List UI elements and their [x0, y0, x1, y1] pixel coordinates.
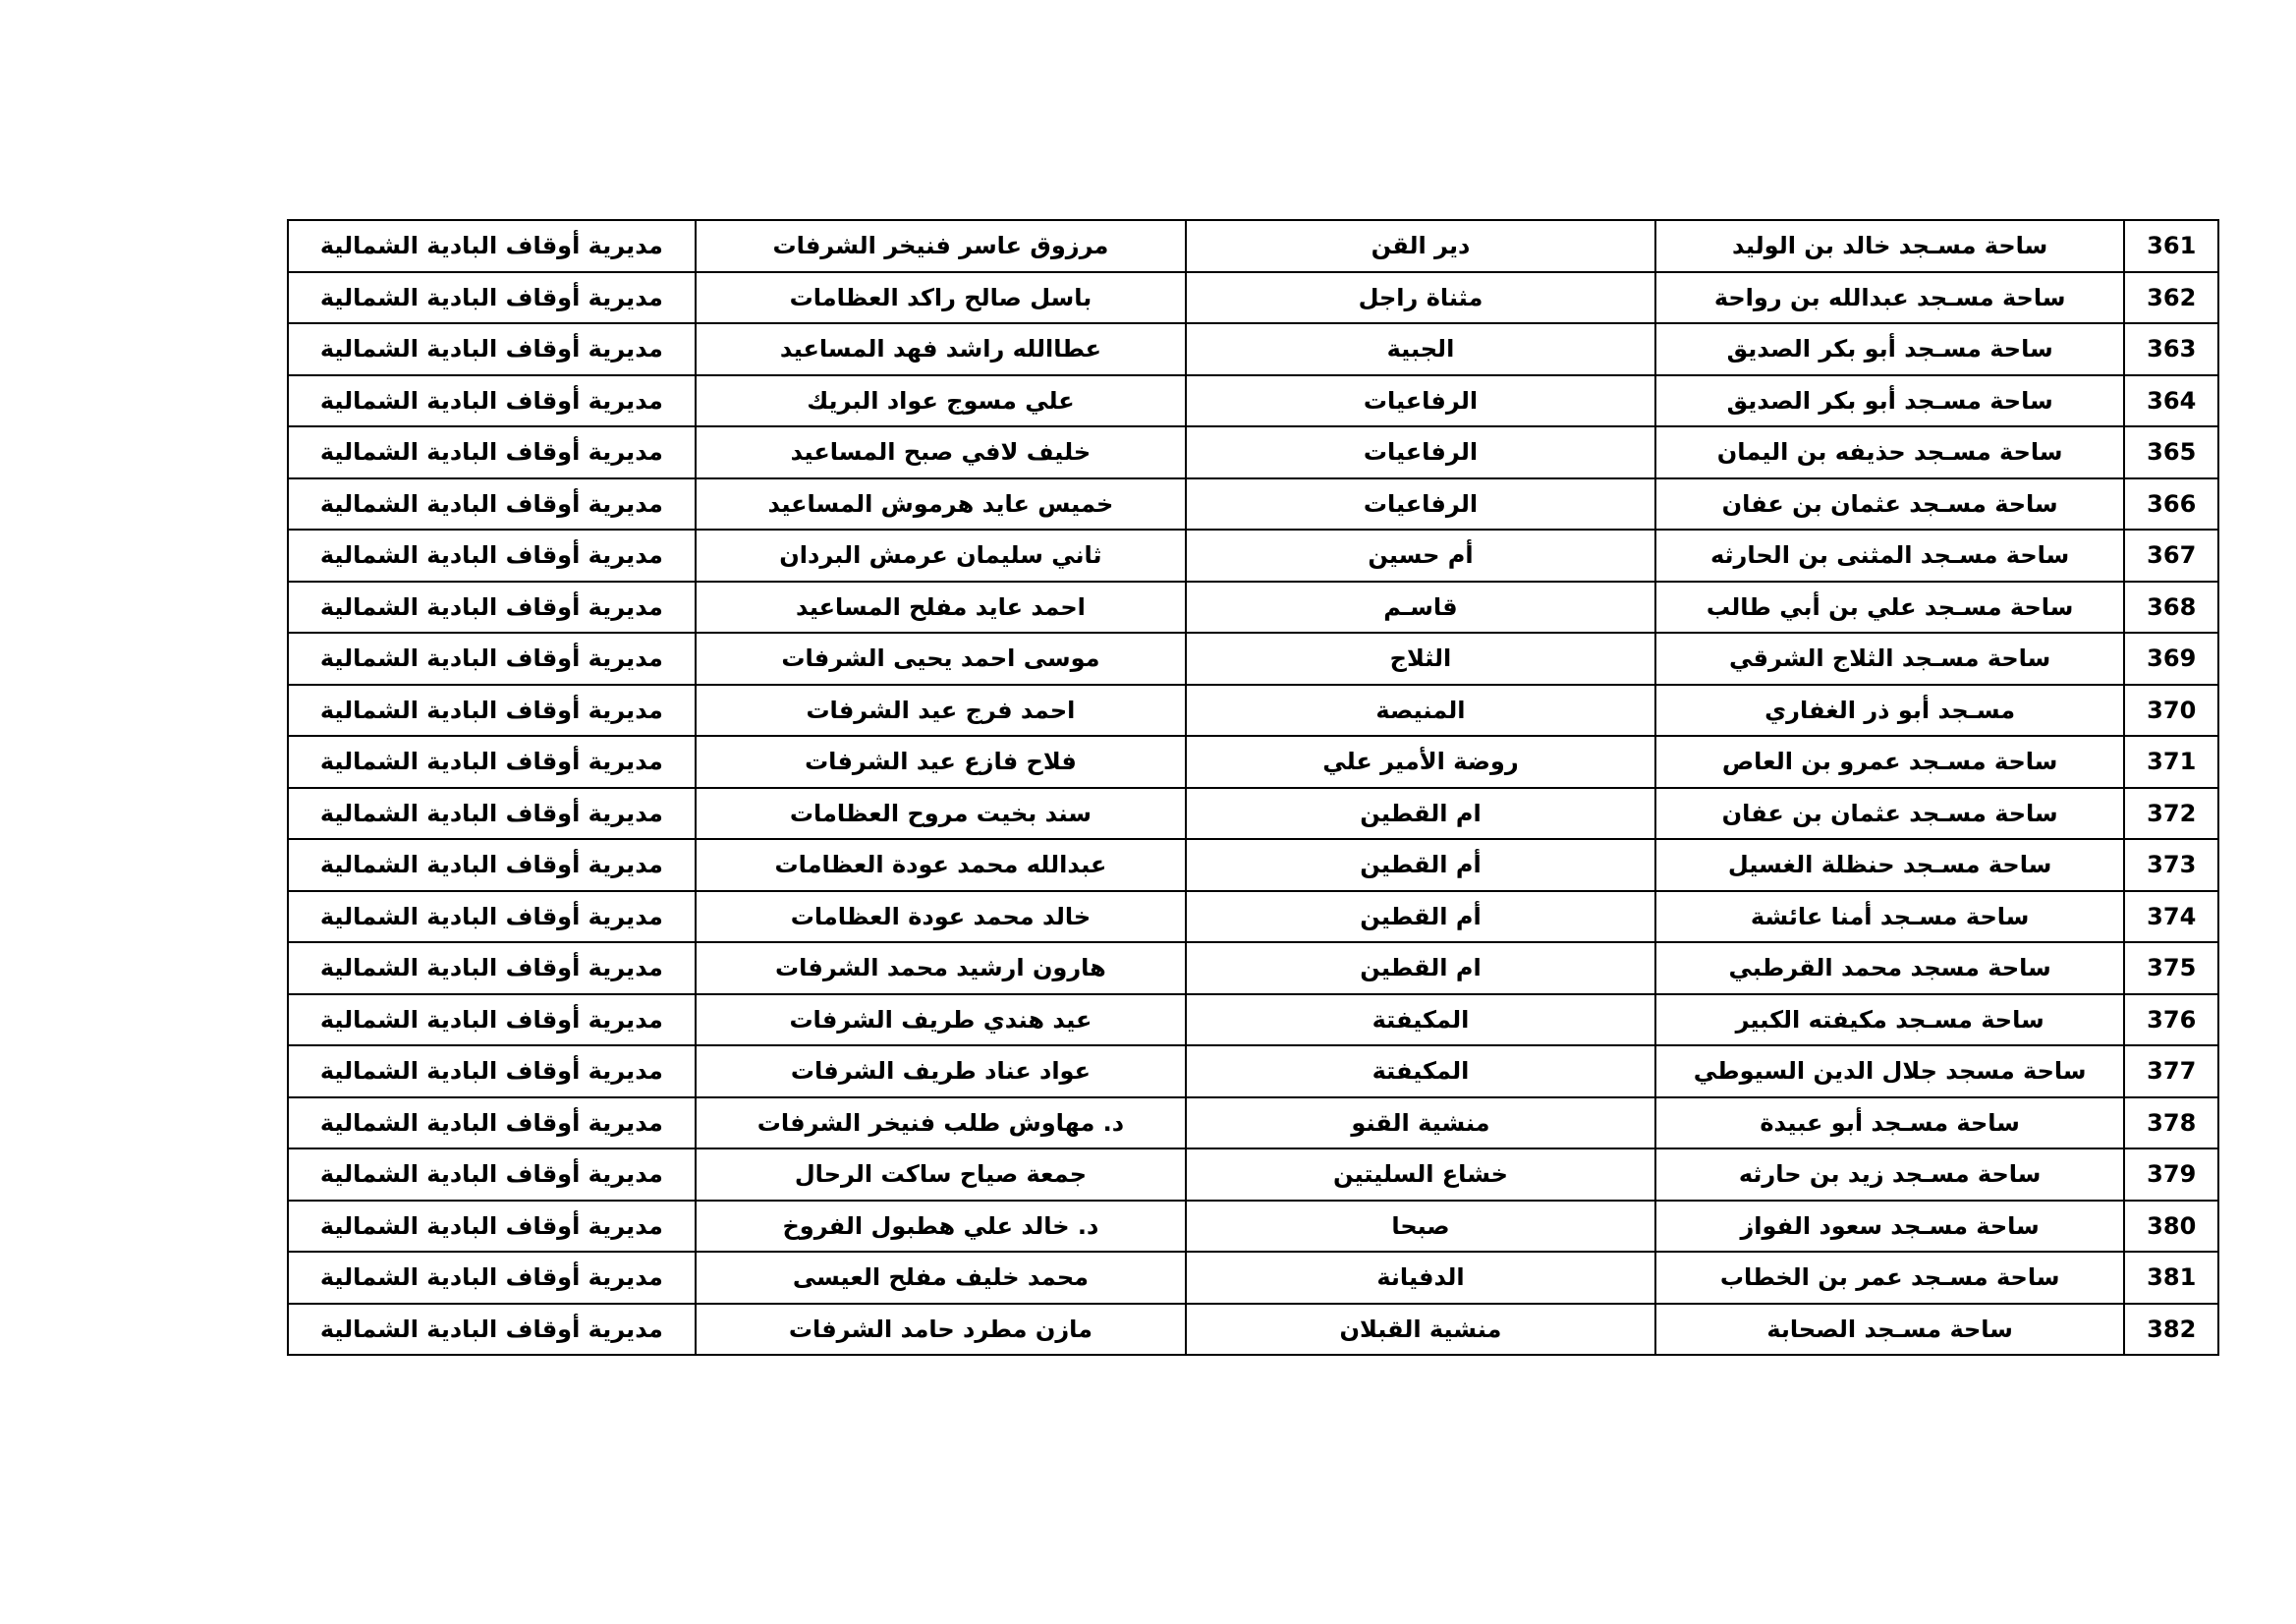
area-cell: ام القطين — [1186, 942, 1655, 994]
table-row — [288, 323, 2218, 375]
row-number-cell: 366 — [2124, 478, 2218, 531]
table-row — [288, 220, 2218, 272]
row-number-cell: 379 — [2124, 1148, 2218, 1201]
area-cell: مثناة راجل — [1186, 272, 1655, 324]
mosque-cell: ساحة مسـجد زيد بن حارثه — [1655, 1148, 2125, 1201]
table-row — [288, 272, 2218, 324]
mosque-cell: ساحة مسـجد أمنا عائشة — [1655, 891, 2125, 943]
person-name-cell: محمد خليف مفلح العيسى — [696, 1252, 1186, 1304]
area-cell: أم حسين — [1186, 530, 1655, 582]
records-table-body — [288, 220, 2218, 1355]
directorate-cell: مديرية أوقاف البادية الشمالية — [288, 478, 696, 531]
area-cell: قاسـم — [1186, 582, 1655, 634]
row-number-cell: 364 — [2124, 375, 2218, 427]
person-name-cell: علي مسوج عواد البريك — [696, 375, 1186, 427]
table-row — [288, 788, 2218, 840]
mosque-cell: ساحة مسـجد حذيفه بن اليمان — [1655, 426, 2125, 478]
mosque-cell: ساحة مسـجد أبو بكر الصديق — [1655, 375, 2125, 427]
mosque-cell: ساحة مسـجد حنظلة الغسيل — [1655, 839, 2125, 891]
directorate-cell: مديرية أوقاف البادية الشمالية — [288, 891, 696, 943]
row-number-cell: 380 — [2124, 1201, 2218, 1253]
mosque-cell: ساحة مسـجد أبو عبيدة — [1655, 1097, 2125, 1149]
row-number-cell: 378 — [2124, 1097, 2218, 1149]
row-number-cell: 363 — [2124, 323, 2218, 375]
mosque-cell: ساحة مسـجد سعود الفواز — [1655, 1201, 2125, 1253]
mosque-cell: ساحة مسـجد عثمان بن عفان — [1655, 788, 2125, 840]
person-name-cell: احمد عايد مفلح المساعيد — [696, 582, 1186, 634]
area-cell: دير القن — [1186, 220, 1655, 272]
directorate-cell: مديرية أوقاف البادية الشمالية — [288, 788, 696, 840]
mosque-cell: ساحة مسـجد المثنى بن الحارثه — [1655, 530, 2125, 582]
directorate-cell: مديرية أوقاف البادية الشمالية — [288, 272, 696, 324]
directorate-cell: مديرية أوقاف البادية الشمالية — [288, 530, 696, 582]
area-cell: خشاع السليتين — [1186, 1148, 1655, 1201]
directorate-cell: مديرية أوقاف البادية الشمالية — [288, 220, 696, 272]
person-name-cell: د. خالد علي هطبول الفروخ — [696, 1201, 1186, 1253]
person-name-cell: خميس عايد هرموش المساعيد — [696, 478, 1186, 531]
directorate-cell: مديرية أوقاف البادية الشمالية — [288, 1304, 696, 1356]
row-number-cell: 362 — [2124, 272, 2218, 324]
person-name-cell: مازن مطرد حامد الشرفات — [696, 1304, 1186, 1356]
person-name-cell: د. مهاوش طلب فنيخر الشرفات — [696, 1097, 1186, 1149]
table-row — [288, 685, 2218, 737]
person-name-cell: احمد فرج عيد الشرفات — [696, 685, 1186, 737]
area-cell: المنيصة — [1186, 685, 1655, 737]
directorate-cell: مديرية أوقاف البادية الشمالية — [288, 375, 696, 427]
table-row — [288, 1045, 2218, 1097]
area-cell: الرفاعيات — [1186, 478, 1655, 531]
table-row — [288, 633, 2218, 685]
table-row — [288, 1201, 2218, 1253]
person-name-cell: عبدالله محمد عودة العظامات — [696, 839, 1186, 891]
directorate-cell: مديرية أوقاف البادية الشمالية — [288, 1097, 696, 1149]
area-cell: الجبية — [1186, 323, 1655, 375]
person-name-cell: مرزوق عاسر فنيخر الشرفات — [696, 220, 1186, 272]
row-number-cell: 375 — [2124, 942, 2218, 994]
directorate-cell: مديرية أوقاف البادية الشمالية — [288, 1045, 696, 1097]
row-number-cell: 365 — [2124, 426, 2218, 478]
person-name-cell: عيد هندي طريف الشرفات — [696, 994, 1186, 1046]
area-cell: المكيفتة — [1186, 994, 1655, 1046]
table-row — [288, 994, 2218, 1046]
row-number-cell: 372 — [2124, 788, 2218, 840]
table-row — [288, 839, 2218, 891]
area-cell: أم القطين — [1186, 891, 1655, 943]
directorate-cell: مديرية أوقاف البادية الشمالية — [288, 839, 696, 891]
directorate-cell: مديرية أوقاف البادية الشمالية — [288, 1148, 696, 1201]
directorate-cell: مديرية أوقاف البادية الشمالية — [288, 994, 696, 1046]
mosque-cell: ساحة مسـجد مكيفته الكبير — [1655, 994, 2125, 1046]
table-row — [288, 1252, 2218, 1304]
directorate-cell: مديرية أوقاف البادية الشمالية — [288, 942, 696, 994]
table-row — [288, 1304, 2218, 1356]
area-cell: الثلاج — [1186, 633, 1655, 685]
directorate-cell: مديرية أوقاف البادية الشمالية — [288, 685, 696, 737]
table-row — [288, 1097, 2218, 1149]
mosque-cell: ساحة مسـجد عثمان بن عفان — [1655, 478, 2125, 531]
person-name-cell: عواد عناد طريف الشرفات — [696, 1045, 1186, 1097]
mosque-cell: ساحة مسجد محمد القرطبي — [1655, 942, 2125, 994]
row-number-cell: 367 — [2124, 530, 2218, 582]
area-cell: منشية القبلان — [1186, 1304, 1655, 1356]
person-name-cell: ثاني سليمان عرمش البردان — [696, 530, 1186, 582]
table-row — [288, 478, 2218, 531]
person-name-cell: فلاح فازع عيد الشرفات — [696, 736, 1186, 788]
table-row — [288, 736, 2218, 788]
area-cell: الدفيانة — [1186, 1252, 1655, 1304]
directorate-cell: مديرية أوقاف البادية الشمالية — [288, 323, 696, 375]
table-row — [288, 1148, 2218, 1201]
table-row — [288, 375, 2218, 427]
records-table — [287, 219, 2219, 1356]
row-number-cell: 369 — [2124, 633, 2218, 685]
row-number-cell: 373 — [2124, 839, 2218, 891]
mosque-cell: ساحة مسـجد أبو بكر الصديق — [1655, 323, 2125, 375]
area-cell: أم القطين — [1186, 839, 1655, 891]
mosque-cell: ساحة مسـجد الصحابة — [1655, 1304, 2125, 1356]
person-name-cell: خالد محمد عودة العظامات — [696, 891, 1186, 943]
directorate-cell: مديرية أوقاف البادية الشمالية — [288, 426, 696, 478]
area-cell: الرفاعيات — [1186, 375, 1655, 427]
area-cell: منشية القنو — [1186, 1097, 1655, 1149]
mosque-cell: ساحة مسـجد خالد بن الوليد — [1655, 220, 2125, 272]
area-cell: ام القطين — [1186, 788, 1655, 840]
person-name-cell: خليف لافي صبح المساعيد — [696, 426, 1186, 478]
mosque-cell: ساحة مسـجد عمر بن الخطاب — [1655, 1252, 2125, 1304]
mosque-cell: ساحة مسـجد علي بن أبي طالب — [1655, 582, 2125, 634]
table-row — [288, 426, 2218, 478]
table-row — [288, 942, 2218, 994]
row-number-cell: 376 — [2124, 994, 2218, 1046]
directorate-cell: مديرية أوقاف البادية الشمالية — [288, 633, 696, 685]
area-cell: صبحا — [1186, 1201, 1655, 1253]
person-name-cell: هارون ارشيد محمد الشرفات — [696, 942, 1186, 994]
row-number-cell: 382 — [2124, 1304, 2218, 1356]
directorate-cell: مديرية أوقاف البادية الشمالية — [288, 582, 696, 634]
person-name-cell: جمعة صياح ساكت الرحال — [696, 1148, 1186, 1201]
row-number-cell: 371 — [2124, 736, 2218, 788]
directorate-cell: مديرية أوقاف البادية الشمالية — [288, 736, 696, 788]
mosque-cell: مسـجد أبو ذر الغفاري — [1655, 685, 2125, 737]
person-name-cell: عطاالله راشد فهد المساعيد — [696, 323, 1186, 375]
mosque-cell: ساحة مسـجد عبدالله بن رواحة — [1655, 272, 2125, 324]
area-cell: الرفاعيات — [1186, 426, 1655, 478]
person-name-cell: سند بخيت مروح العظامات — [696, 788, 1186, 840]
row-number-cell: 361 — [2124, 220, 2218, 272]
row-number-cell: 377 — [2124, 1045, 2218, 1097]
mosque-cell: ساحة مسـجد الثلاج الشرقي — [1655, 633, 2125, 685]
row-number-cell: 368 — [2124, 582, 2218, 634]
person-name-cell: باسل صالح راكد العظامات — [696, 272, 1186, 324]
directorate-cell: مديرية أوقاف البادية الشمالية — [288, 1201, 696, 1253]
row-number-cell: 381 — [2124, 1252, 2218, 1304]
directorate-cell: مديرية أوقاف البادية الشمالية — [288, 1252, 696, 1304]
area-cell: المكيفتة — [1186, 1045, 1655, 1097]
mosque-cell: ساحة مسـجد عمرو بن العاص — [1655, 736, 2125, 788]
table-row — [288, 891, 2218, 943]
table-row — [288, 530, 2218, 582]
table-row — [288, 582, 2218, 634]
row-number-cell: 370 — [2124, 685, 2218, 737]
mosque-cell: ساحة مسجد جلال الدين السيوطي — [1655, 1045, 2125, 1097]
person-name-cell: موسى احمد يحيى الشرفات — [696, 633, 1186, 685]
row-number-cell: 374 — [2124, 891, 2218, 943]
area-cell: روضة الأمير علي — [1186, 736, 1655, 788]
